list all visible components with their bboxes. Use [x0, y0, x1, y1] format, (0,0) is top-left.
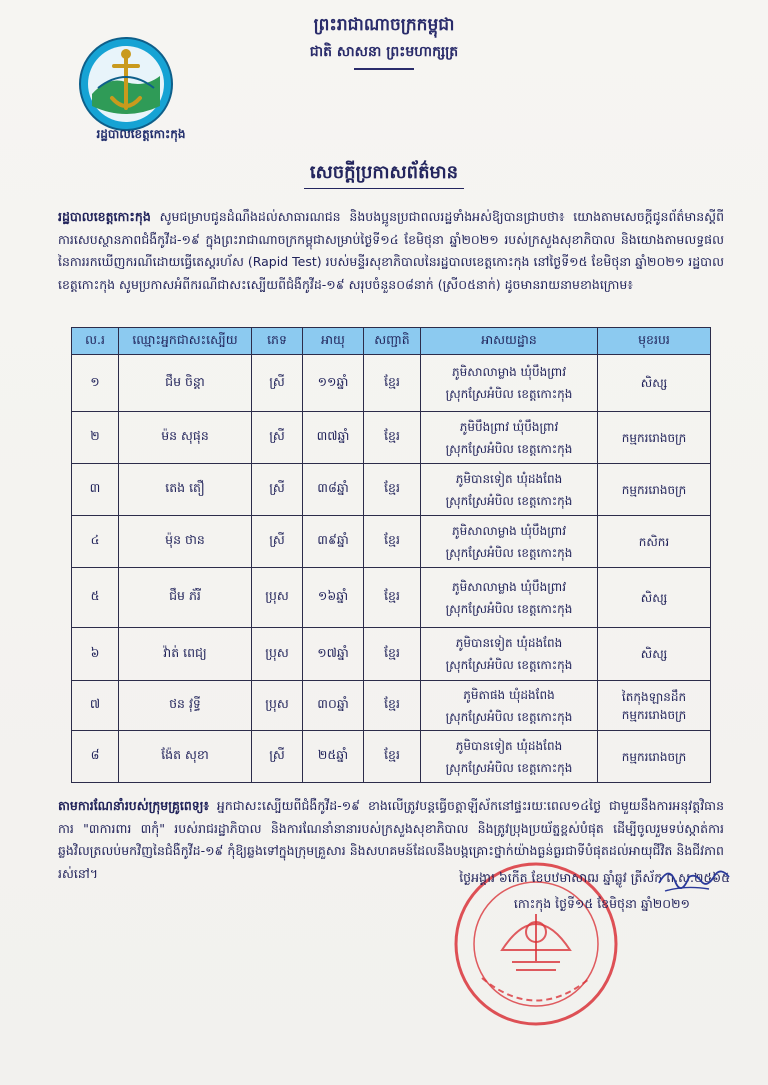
cell-no: ៧	[72, 681, 119, 731]
address-line-1: ភូមិបានទៀត ឃុំដងពែង	[455, 738, 563, 753]
col-header-age: អាយុ	[303, 328, 364, 355]
cell-name: តេង តឿ	[119, 464, 252, 516]
cell-nationality: ខ្មែរ	[364, 628, 421, 681]
table-row	[72, 731, 711, 783]
cell-address	[421, 464, 598, 516]
cell-name: ជឹម ចិន្តា	[119, 355, 252, 412]
cell-address	[421, 628, 598, 681]
cell-age: ៣៩ឆ្នាំ	[303, 516, 364, 568]
document-title: សេចក្តីប្រកាសព័ត៌មាន	[309, 162, 459, 183]
kingdom-heading: ព្រះរាជាណាចក្រកម្ពុជា	[313, 15, 455, 35]
cell-sex: ប្រុស	[252, 628, 303, 681]
table-header-row	[72, 328, 711, 355]
cell-sex: ស្រី	[252, 412, 303, 464]
motto-divider	[354, 68, 414, 70]
cell-name: ជឹម ភ័រី	[119, 568, 252, 628]
col-header-occupation: មុខរបរ	[598, 328, 711, 355]
cell-age: ១៧ឆ្នាំ	[303, 628, 364, 681]
cell-address	[421, 568, 598, 628]
address-line-1: ភូមិតាផង ឃុំដងពែង	[463, 687, 555, 702]
address-line-1: ភូមិសាលាម្លាង ឃុំបឹងព្រាវ	[451, 365, 567, 379]
cell-nationality: ខ្មែរ	[364, 412, 421, 464]
table-row	[72, 464, 711, 516]
cell-age: ៣៧ឆ្នាំ	[303, 412, 364, 464]
cell-occupation: សិស្ស	[598, 568, 711, 628]
cell-occupation: កម្មកររោងចក្រ	[598, 412, 711, 464]
cell-no: ៦	[72, 628, 119, 681]
organization-name: រដ្ឋបាលខេត្តកោះកុង	[96, 127, 186, 141]
address-line-2: ស្រុកស្រែអំបិល ខេត្តកោះកុង	[445, 441, 573, 456]
cell-no: ៥	[72, 568, 119, 628]
cell-age: ១៦ឆ្នាំ	[303, 568, 364, 628]
cell-occupation: កសិករ	[598, 516, 711, 568]
cell-address	[421, 412, 598, 464]
note-text: អ្នកជាសះស្បើយពីជំងឺកូវីដ-១៩ ខាងលើត្រូវបន្តធ្វើចត្តាឡីស័កនៅផ្ទះរយៈពេល១៤ថ្ងៃ ជាមួយនឹងការអនុវត្តវិធានការ "៣ការពារ ៣កុំ" របស់រាជរដ្ឋាភិបាល និងការណែនាំនានារបស់ក្រសួងសុខាភិបាល និងត្រូវប្រុងប្រយ័ត្នខ្ពស់បំផុត ដើម្បីចូលរួមទប់ស្កាត់ការឆ្លងវិលត្រលប់មកវិញនៃជំងឺកូវីដ-១៩ កុំឱ្យឆ្លងទៅក្នុងក្រុមគ្រួសារ និងសហគមន៍ដែលនឹងបង្កគ្រោះថ្នាក់យ៉ាងធ្ងន់ធ្ងរជាទីបំផុតដល់អាយុជីវិត និងជីវភាពរស់នៅ។	[58, 798, 724, 881]
address-line-2: ស្រុកស្រែអំបិល ខេត្តកោះកុង	[445, 709, 573, 724]
address-line-1: ភូមិបានទៀត ឃុំដងពែង	[455, 636, 563, 650]
cell-no: ៨	[72, 731, 119, 783]
table-row	[72, 412, 711, 464]
signature-icon	[655, 855, 735, 905]
cell-sex: ប្រុស	[252, 681, 303, 731]
col-header-sex: ភេទ	[252, 328, 303, 355]
cell-occupation: តៃកុងឡានដឹក កម្មកររោងចក្រ	[598, 681, 711, 731]
col-header-nationality: សញ្ជាតិ	[364, 328, 421, 355]
cell-no: ២	[72, 412, 119, 464]
note-lead: តាមការណែនាំរបស់ក្រុមគ្រូពេទ្យ៖	[58, 798, 209, 813]
cell-nationality: ខ្មែរ	[364, 568, 421, 628]
address-line-2: ស្រុកស្រែអំបិល ខេត្តកោះកុង	[445, 493, 573, 508]
cell-occupation: កម្មកររោងចក្រ	[598, 464, 711, 516]
cell-no: ១	[72, 355, 119, 412]
cell-name: ម៉ុន ថាន	[119, 516, 252, 568]
cell-nationality: ខ្មែរ	[364, 731, 421, 783]
address-line-1: ភូមិសាលាម្លាង ឃុំបឹងព្រាវ	[451, 579, 567, 594]
cell-sex: ស្រី	[252, 355, 303, 412]
cell-name: ម៉ន សុផុន	[119, 412, 252, 464]
cell-name: វ៉ាត់ ពេជ្យ	[119, 628, 252, 681]
cell-sex: ស្រី	[252, 464, 303, 516]
cell-occupation: កម្មកររោងចក្រ	[598, 731, 711, 783]
cell-sex: ប្រុស	[252, 568, 303, 628]
cell-no: ៤	[72, 516, 119, 568]
intro-paragraph	[58, 206, 724, 296]
cell-occupation: សិស្ស	[598, 628, 711, 681]
table-row	[72, 516, 711, 568]
col-header-no: ល.រ	[72, 328, 119, 355]
cell-occupation: សិស្ស	[598, 355, 711, 412]
table-row	[72, 681, 711, 731]
address-line-2: ស្រុកស្រែអំបិល ខេត្តកោះកុង	[445, 387, 573, 401]
national-motto: ជាតិ សាសនា ព្រះមហាក្សត្រ	[309, 44, 459, 60]
address-line-2: ស្រុកស្រែអំបិល ខេត្តកោះកុង	[445, 760, 573, 775]
cell-nationality: ខ្មែរ	[364, 681, 421, 731]
cell-sex: ស្រី	[252, 516, 303, 568]
address-line-1: ភូមិបឹងព្រាវ ឃុំបឹងព្រាវ	[459, 419, 559, 434]
address-line-2: ស្រុកស្រែអំបិល ខេត្តកោះកុង	[445, 601, 573, 616]
cell-nationality: ខ្មែរ	[364, 355, 421, 412]
provincial-emblem-icon	[78, 36, 174, 132]
address-line-2: ស្រុកស្រែអំបិល ខេត្តកោះកុង	[445, 658, 573, 672]
cell-age: ២៥ឆ្នាំ	[303, 731, 364, 783]
recovered-patients-table	[71, 327, 711, 783]
cell-age: ១១ឆ្នាំ	[303, 355, 364, 412]
cell-address	[421, 516, 598, 568]
address-line-1: ភូមិបានទៀត ឃុំដងពែង	[455, 471, 563, 486]
intro-lead: រដ្ឋបាលខេត្តកោះកុង	[58, 209, 151, 224]
col-header-name: ឈ្មោះអ្នកជាសះស្បើយ	[119, 328, 252, 355]
address-line-2: ស្រុកស្រែអំបិល ខេត្តកោះកុង	[445, 545, 573, 560]
cell-address	[421, 731, 598, 783]
title-underline	[304, 188, 464, 189]
place-and-date: កោះកុង ថ្ងៃទី១៥ ខែមិថុនា ឆ្នាំ២០២១	[513, 896, 690, 911]
table-row	[72, 628, 711, 681]
intro-text: សូមជម្រាបជូនដំណឹងដល់សាធារណជន និងបងប្អូនប្រជាពលរដ្ឋទាំងអស់ឱ្យបានជ្រាបថា៖ យោងតាមសេចក្ដីជូនព័ត៌មានស្ដីពីការសេបស្ថានភាពជំងឺកូវីដ-១៩ ក្នុងព្រះរាជាណាចក្រកម្ពុជាសម្រាប់ថ្ងៃទី១៤ ខែមិថុនា ឆ្នាំ២០២១ របស់ក្រសួងសុខាភិបាល និងយោងតាមលទ្ធផលនៃការរកឃើញករណីដោយធ្វើតេស្តរហ័ស (Rapid Test) របស់មន្ទីរសុខាភិបាលនៃរដ្ឋបាលខេត្តកោះកុង នៅថ្ងៃទី១៥ ខែមិថុនា ឆ្នាំ២០២១ រដ្ឋបាលខេត្តកោះកុង សូមប្រកាសអំពីករណីជាសះស្បើយពីជំងឺកូវីដ-១៩ សរុបចំនួន០៨នាក់ (ស្រី០៥នាក់) ដូចមានរាយនាមខាងក្រោម៖	[58, 209, 724, 292]
col-header-address: អាសយដ្ឋាន	[421, 328, 598, 355]
cell-sex: ស្រី	[252, 731, 303, 783]
cell-address	[421, 355, 598, 412]
table-row	[72, 568, 711, 628]
cell-nationality: ខ្មែរ	[364, 464, 421, 516]
address-line-1: ភូមិសាលាម្លាង ឃុំបឹងព្រាវ	[451, 523, 567, 538]
cell-no: ៣	[72, 464, 119, 516]
cell-nationality: ខ្មែរ	[364, 516, 421, 568]
table-row	[72, 355, 711, 412]
lunar-date: ថ្ងៃអង្គារ ៦កើត ខែបឋមាសាឍ ឆ្នាំឆ្លូវ ត្រីស័ក ព.ស.២៥៦៥	[459, 870, 730, 885]
cell-name: ថន វុទ្ធី	[119, 681, 252, 731]
cell-address	[421, 681, 598, 731]
cell-age: ៣០ឆ្នាំ	[303, 681, 364, 731]
cell-age: ៣៨ឆ្នាំ	[303, 464, 364, 516]
cell-name: ង៉ែត សុខា	[119, 731, 252, 783]
